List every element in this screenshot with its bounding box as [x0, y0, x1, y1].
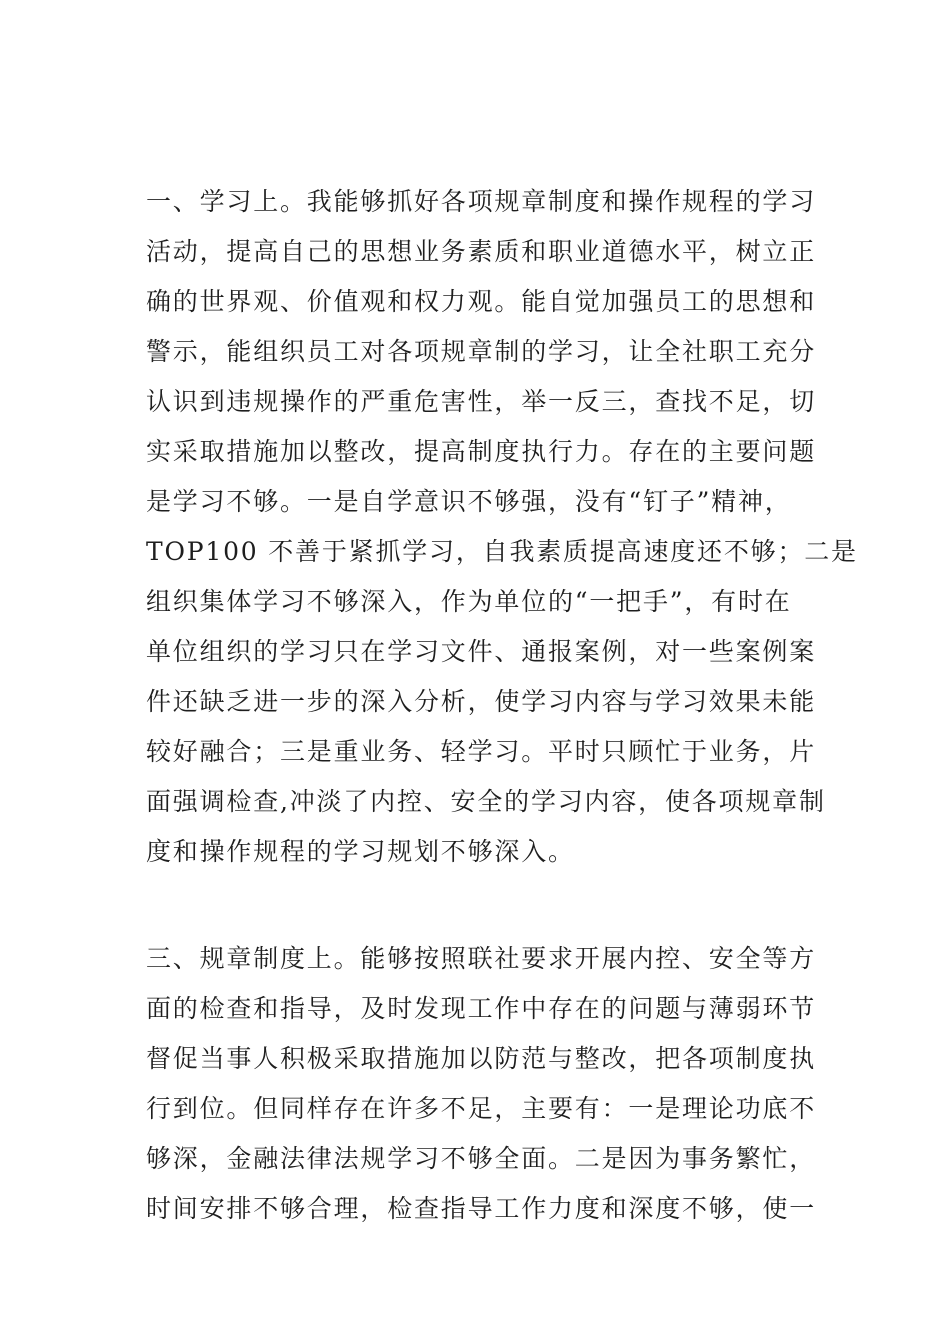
text-line: 认识到违规操作的严重危害性，举一反三，查找不足，切	[146, 387, 817, 416]
text-line: 单位组织的学习只在学习文件、通报案例，对一些案例案	[146, 637, 817, 666]
text-line: 面强调检查,冲淡了内控、安全的学习内容，使各项规章制	[146, 787, 826, 816]
text-line: 组织集体学习不够深入，作为单位的“一把手”，有时在	[146, 587, 792, 616]
text-line: 行到位。但同样存在许多不足，主要有：一是理论功底不	[146, 1094, 817, 1123]
text-line: 时间安排不够合理，检查指导工作力度和深度不够，使一	[146, 1194, 817, 1223]
text-line: 一、学习上。我能够抓好各项规章制度和操作规程的学习	[146, 187, 817, 216]
text-line: 确的世界观、价值观和权力观。能自觉加强员工的思想和	[146, 287, 817, 316]
text-line: 度和操作规程的学习规划不够深入。	[146, 837, 575, 866]
text-line: 较好融合；三是重业务、轻学习。平时只顾忙于业务，片	[146, 737, 817, 766]
text-line: 面的检查和指导，及时发现工作中存在的问题与薄弱环节	[146, 994, 817, 1023]
text-line: 够深，金融法律法规学习不够全面。二是因为事务繁忙，	[146, 1144, 817, 1173]
text-line: 督促当事人积极采取措施加以防范与整改，把各项制度执	[146, 1044, 817, 1073]
paragraph-regulations	[146, 934, 817, 1234]
paragraph-study	[146, 177, 858, 877]
text-line: TOP100 不善于紧抓学习，自我素质提高速度还不够；二是	[146, 537, 858, 566]
text-line: 警示，能组织员工对各项规章制的学习，让全社职工充分	[146, 337, 817, 366]
text-line: 件还缺乏进一步的深入分析，使学习内容与学习效果未能	[146, 687, 817, 716]
text-line: 是学习不够。一是自学意识不够强，没有“钉子”精神，	[146, 487, 792, 516]
text-line: 活动，提高自己的思想业务素质和职业道德水平，树立正	[146, 237, 817, 266]
text-line: 三、规章制度上。能够按照联社要求开展内控、安全等方	[146, 944, 817, 973]
text-line: 实采取措施加以整改，提高制度执行力。存在的主要问题	[146, 437, 817, 466]
